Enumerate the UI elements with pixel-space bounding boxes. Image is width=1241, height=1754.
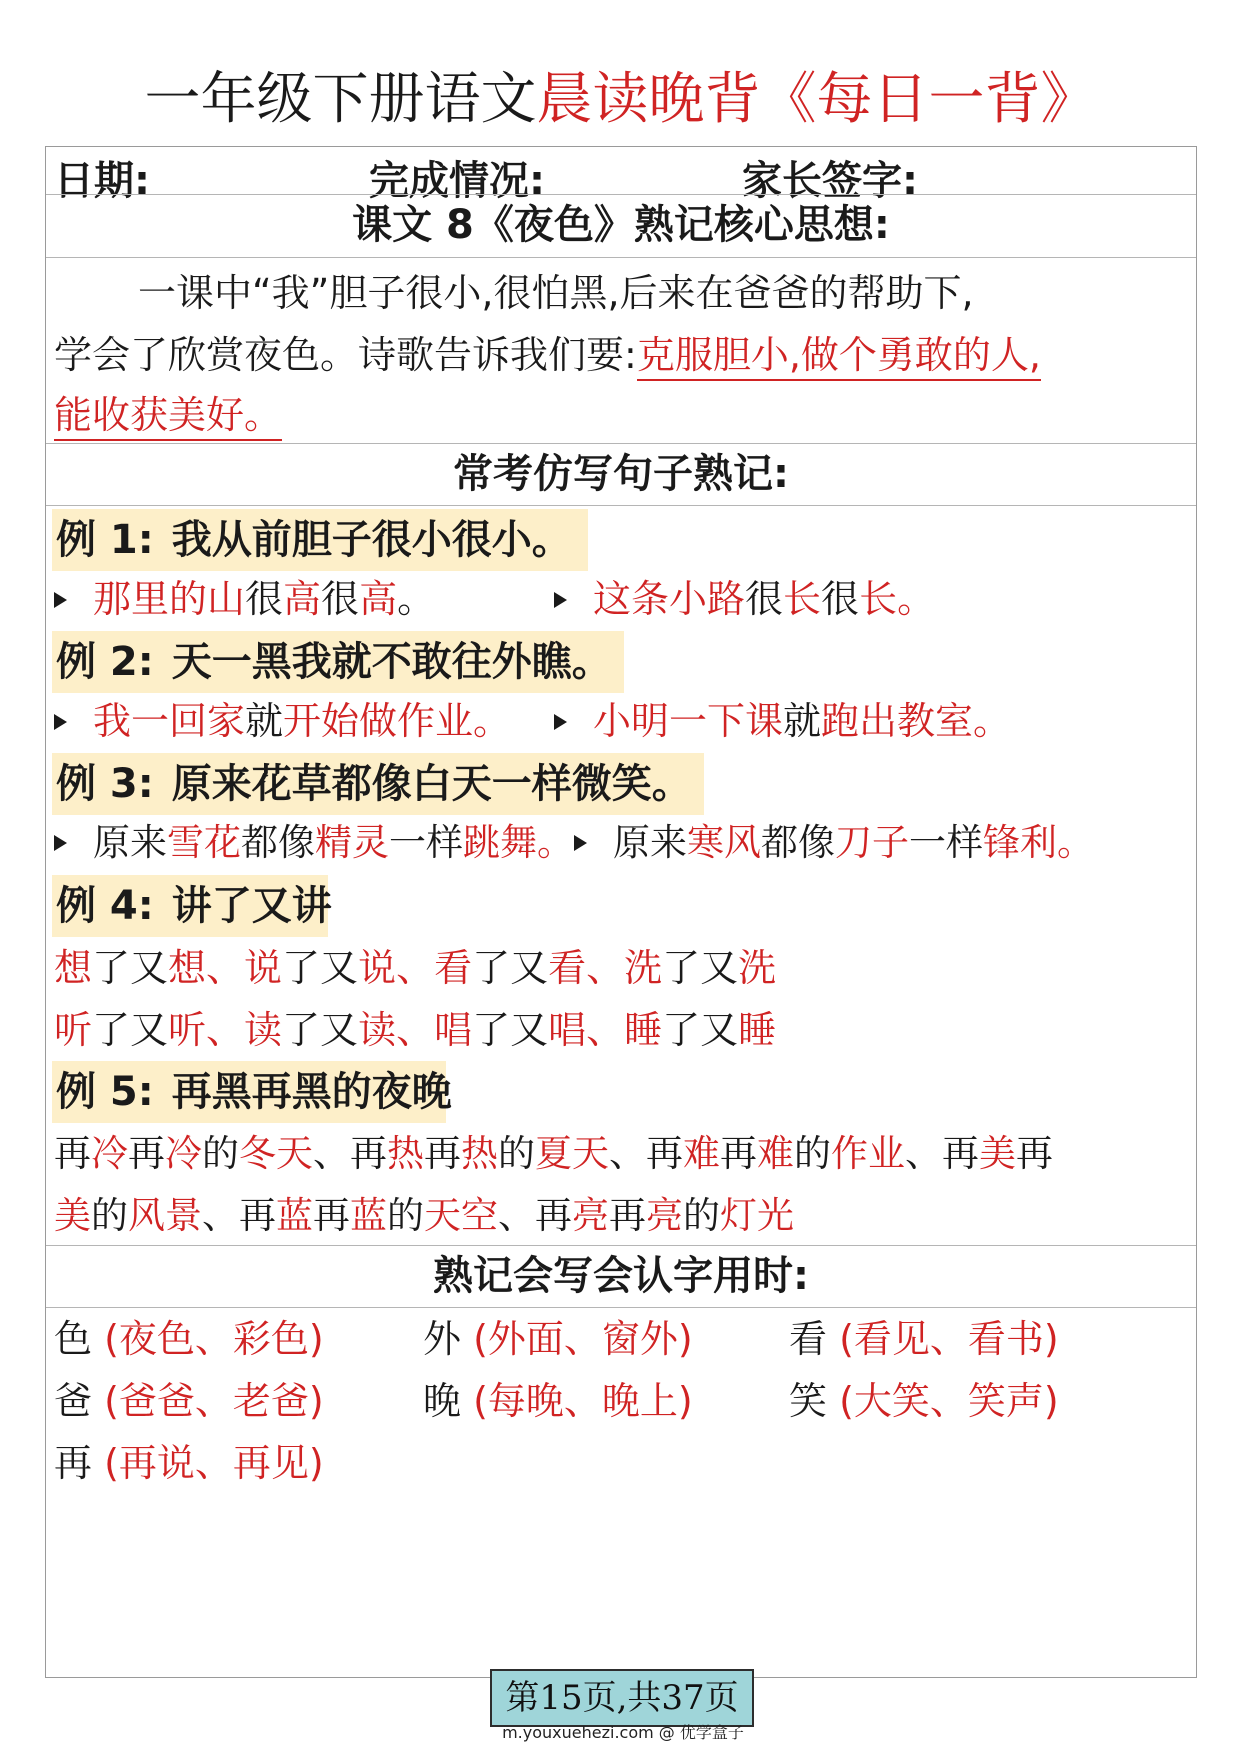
text-segment-red: 风景: [128, 1194, 202, 1237]
example-5-line-1: [54, 1123, 1053, 1185]
text-segment-red: 精灵: [315, 821, 389, 864]
text-segment: 再: [54, 1132, 91, 1175]
characters-heading: 熟记会写会认字用时:: [433, 1253, 809, 1299]
char-item: [423, 1371, 693, 1431]
example-3-bullet-1: [54, 815, 574, 871]
text-segment-red: 刀子: [835, 821, 909, 864]
text-segment-red: 难: [683, 1132, 720, 1175]
text-segment-red: 听: [54, 1008, 93, 1052]
example-2-box: [52, 631, 624, 693]
text-segment: 了又: [472, 1008, 549, 1052]
worksheet-table: [45, 146, 1197, 1678]
example-1-tag: 例 1:: [56, 517, 154, 563]
text-segment: 再: [313, 1194, 350, 1237]
date-label: 日期:: [54, 158, 150, 204]
example-2-imitation-1: [93, 699, 511, 743]
watermark: m.youxuehezi.com @ 优学盒子: [502, 1723, 744, 1742]
text-segment: 再: [1016, 1132, 1053, 1175]
lesson-heading: 课文 8《夜色》熟记核心思想:: [352, 202, 890, 248]
example-2-bullet-1: [54, 693, 511, 749]
signature-label: 家长签字:: [742, 158, 918, 204]
example-5-box: [52, 1061, 452, 1123]
text-segment-red: 天空: [424, 1194, 498, 1237]
char-item: [789, 1309, 1059, 1369]
text-segment: 再: [720, 1132, 757, 1175]
text-segment: 了又: [92, 1008, 169, 1052]
text-segment-red: 冷: [165, 1132, 202, 1175]
text-segment-red: 锋利。: [983, 821, 1094, 864]
example-5-line-2: [54, 1185, 794, 1247]
title-black: 一年级下册语文: [144, 67, 537, 132]
example-3-imitation-2: [613, 821, 1094, 864]
example-1-imitation-2: [593, 577, 935, 621]
text-segment-red: 那里的山: [93, 577, 246, 621]
example-3-sentence: 原来花草都像白天一样微笑。: [171, 761, 692, 807]
text-segment: 原来: [93, 821, 167, 864]
text-segment: 再: [609, 1194, 646, 1237]
text-segment-red: 冬天: [239, 1132, 313, 1175]
page-title: [0, 62, 1241, 138]
triangle-bullet-icon: [554, 592, 567, 608]
text-segment-red: 亮: [572, 1194, 609, 1237]
text-segment: 、再: [202, 1194, 276, 1237]
text-segment: 了又: [662, 946, 739, 990]
text-segment: 很: [245, 577, 284, 621]
example-2-bullet-2: [554, 693, 1011, 749]
text-segment-red: 蓝: [276, 1194, 313, 1237]
text-segment-red: 美: [979, 1132, 1016, 1175]
char-words: (大笑、笑声): [839, 1379, 1059, 1423]
text-segment: 很: [821, 577, 860, 621]
char: 爸: [54, 1379, 93, 1423]
example-2-imitation-2: [593, 699, 1011, 743]
lesson-line-3: [54, 381, 1188, 449]
divider: [46, 1307, 1196, 1308]
text-segment: 的: [202, 1132, 239, 1175]
example-3-imitation-1: [93, 821, 574, 864]
text-segment-red: 热: [461, 1132, 498, 1175]
example-4-line-1: [54, 937, 776, 999]
triangle-bullet-icon: [54, 835, 67, 851]
example-1-imitation-1: [93, 577, 435, 621]
text-segment-red: 看、洗: [548, 946, 663, 990]
char-item: [423, 1309, 693, 1369]
text-segment: 都像: [241, 821, 315, 864]
text-segment: 了又: [662, 1008, 739, 1052]
text-segment-red: 睡: [738, 1008, 777, 1052]
text-segment-red: 洗: [738, 946, 777, 990]
text-segment-red: 寒风: [687, 821, 761, 864]
text-segment-red: 灯光: [720, 1194, 794, 1237]
text-segment: 的: [794, 1132, 831, 1175]
text-segment: 、再: [609, 1132, 683, 1175]
char-words: (看见、看书): [839, 1317, 1059, 1361]
text-segment-red: 开始做作业。: [283, 699, 512, 743]
text-segment-red: 长: [859, 577, 898, 621]
text-segment: 的: [683, 1194, 720, 1237]
example-2-sentence: 天一黑我就不敢往外瞧。: [171, 639, 612, 685]
char: 笑: [789, 1379, 828, 1423]
text-segment: 的: [387, 1194, 424, 1237]
text-segment: 原来: [613, 821, 687, 864]
text-segment: 很: [745, 577, 784, 621]
char-item: [54, 1371, 324, 1431]
triangle-bullet-icon: [554, 714, 567, 730]
char: 看: [789, 1317, 828, 1361]
text-segment-red: 跑出教室。: [821, 699, 1012, 743]
text-segment-red: 热: [387, 1132, 424, 1175]
char: 外: [423, 1317, 462, 1361]
text-segment: 了又: [92, 946, 169, 990]
lesson-line-2-black: 学会了欣赏夜色。诗歌告诉我们要:: [54, 333, 637, 377]
char-words: (爸爸、老爸): [104, 1379, 324, 1423]
example-1-bullet-1: [54, 571, 435, 627]
example-5-tag: 例 5:: [56, 1069, 154, 1115]
triangle-bullet-icon: [54, 714, 67, 730]
text-segment-red: 跳舞。: [463, 821, 574, 864]
text-segment: 了又: [472, 946, 549, 990]
page-number-badge: 第15页,共37页: [490, 1669, 754, 1727]
text-segment-red: 蓝: [350, 1194, 387, 1237]
text-segment: 的: [498, 1132, 535, 1175]
text-segment: 很: [321, 577, 360, 621]
completion-label: 完成情况:: [369, 158, 545, 204]
example-3-tag: 例 3:: [56, 761, 154, 807]
text-segment-red: 冷: [91, 1132, 128, 1175]
divider: [46, 257, 1196, 258]
text-segment-red: 小明一下课: [593, 699, 784, 743]
text-segment-red: 我一回家: [93, 699, 246, 743]
char-words: (再说、再见): [104, 1441, 324, 1485]
text-segment: 就: [245, 699, 284, 743]
text-segment-red: 这条小路: [593, 577, 746, 621]
char: 再: [54, 1441, 93, 1485]
text-segment: 、再: [905, 1132, 979, 1175]
lesson-line-2: [54, 321, 1188, 389]
lesson-line-1: 一课中“我”胆子很小,很怕黑,后来在爸爸的帮助下,: [138, 271, 974, 315]
text-segment-red: 夏天: [535, 1132, 609, 1175]
char-words: (外面、窗外): [473, 1317, 693, 1361]
example-4-box: [52, 875, 332, 937]
text-segment: 一样: [389, 821, 463, 864]
text-segment-red: 亮: [646, 1194, 683, 1237]
text-segment-red: 说、看: [358, 946, 473, 990]
text-segment: 都像: [761, 821, 835, 864]
text-segment-red: 作业: [831, 1132, 905, 1175]
text-segment-red: 想、说: [168, 946, 283, 990]
text-segment: 一样: [909, 821, 983, 864]
text-segment-red: 美: [54, 1194, 91, 1237]
text-segment: 、再: [498, 1194, 572, 1237]
char: 色: [54, 1317, 93, 1361]
text-segment: 的: [91, 1194, 128, 1237]
lesson-key-idea-end: 能收获美好。: [54, 393, 282, 441]
text-segment: 。: [397, 577, 436, 621]
example-2-tag: 例 2:: [56, 639, 154, 685]
text-segment: 、再: [313, 1132, 387, 1175]
lesson-key-idea: 克服胆小,做个勇敢的人,: [637, 333, 1041, 381]
text-segment-red: 唱、睡: [548, 1008, 663, 1052]
example-5-sentence: 再黑再黑的夜晚: [171, 1069, 452, 1115]
example-4-sentence: 讲了又讲: [171, 883, 332, 929]
text-segment-red: 长: [783, 577, 822, 621]
text-segment: 了又: [282, 946, 359, 990]
text-segment-red: 读、唱: [358, 1008, 473, 1052]
practice-heading: 常考仿写句子熟记:: [453, 451, 789, 497]
text-segment-red: 雪花: [167, 821, 241, 864]
example-1-bullet-2: [554, 571, 935, 627]
example-1-sentence: 我从前胆子很小很小。: [171, 517, 572, 563]
text-segment: 再: [128, 1132, 165, 1175]
text-segment-red: 高: [359, 577, 398, 621]
char: 晚: [423, 1379, 462, 1423]
text-segment-red: 难: [757, 1132, 794, 1175]
divider: [46, 505, 1196, 506]
example-4-line-2: [54, 999, 776, 1061]
text-segment: 再: [424, 1132, 461, 1175]
example-1-box: [52, 509, 588, 571]
triangle-bullet-icon: [574, 835, 587, 851]
char-words: (夜色、彩色): [104, 1317, 324, 1361]
text-segment-red: 想: [54, 946, 93, 990]
example-3-bullet-2: [574, 815, 1094, 871]
triangle-bullet-icon: [54, 592, 67, 608]
char-words: (每晚、晚上): [473, 1379, 693, 1423]
text-segment-red: 高: [283, 577, 322, 621]
text-segment-red: 。: [897, 577, 936, 621]
char-item: [54, 1309, 324, 1369]
char-item: [789, 1371, 1059, 1431]
example-3-box: [52, 753, 704, 815]
title-red: 晨读晚背《每日一背》: [536, 67, 1097, 132]
example-4-tag: 例 4:: [56, 883, 154, 929]
char-item: [54, 1433, 324, 1493]
text-segment: 了又: [282, 1008, 359, 1052]
text-segment: 就: [783, 699, 822, 743]
text-segment-red: 听、读: [168, 1008, 283, 1052]
